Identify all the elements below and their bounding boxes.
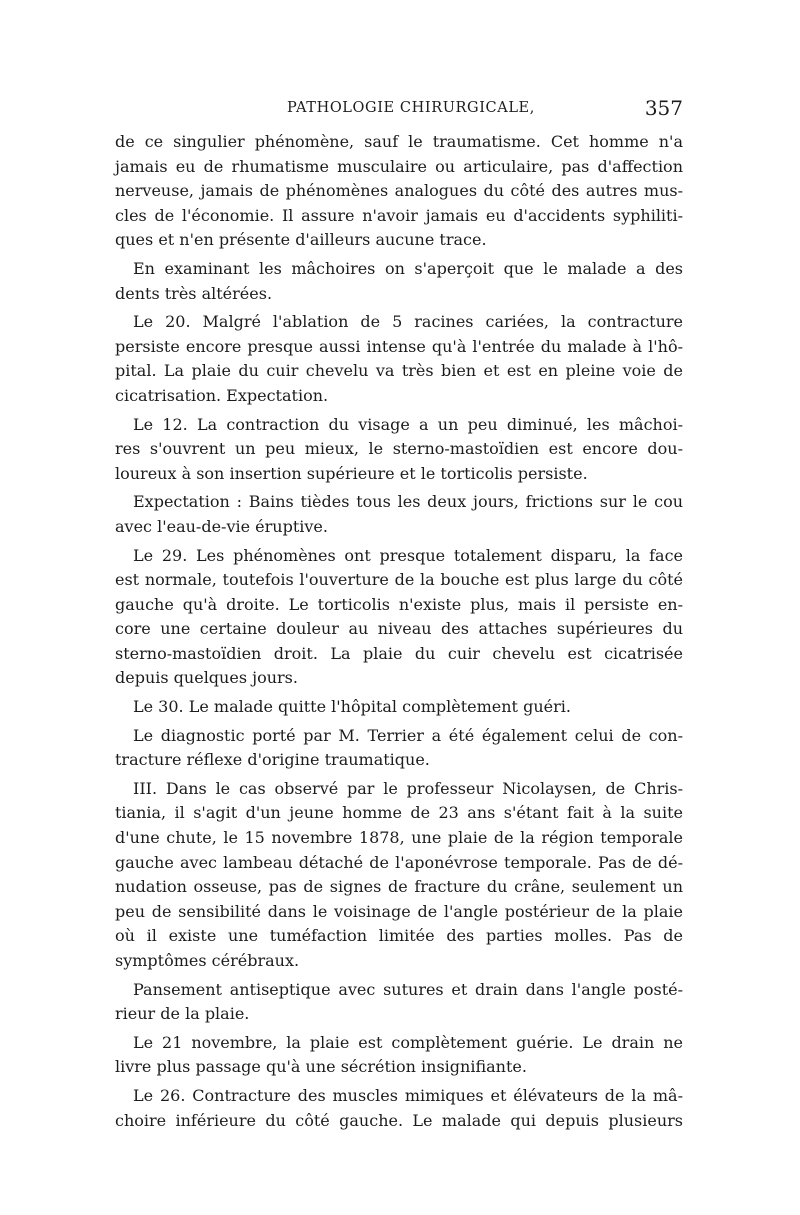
text-line: res s'ouvrent un peu mieux, le sterno-mastoïdien est encore dou- <box>115 439 683 459</box>
text-line: Le 26. Contracture des muscles mimiques et élévateurs de la mâ- <box>133 1085 683 1105</box>
paragraph <box>115 413 683 487</box>
text-line: cles de l'économie. Il assure n'avoir jamais eu d'accidents syphiliti- <box>115 205 683 225</box>
text-line: Le 20. Malgré l'ablation de 5 racines cariées, la contracture <box>133 312 683 332</box>
page-number: 357 <box>644 96 683 120</box>
text-line: où il existe une tuméfaction limitée des parties molles. Pas de <box>115 926 683 946</box>
paragraph <box>115 544 683 692</box>
text-line: cicatrisation. Expectation. <box>115 385 329 405</box>
text-line: Le 21 novembre, la plaie est complètement guérie. Le drain ne <box>133 1032 683 1052</box>
text-line: pital. La plaie du cuir chevelu va très bien et est en pleine voie de <box>115 361 683 381</box>
running-title: PATHOLOGIE CHIRURGICALE, <box>287 100 535 116</box>
text-line: est normale, toutefois l'ouverture de la bouche est plus large du côté <box>115 570 683 590</box>
text-line: Le 29. Les phénomènes ont presque totalement disparu, la face <box>133 545 683 565</box>
text-line: avec l'eau-de-vie éruptive. <box>115 516 328 536</box>
text-line: jamais eu de rhumatisme musculaire ou articulaire, pas d'affection <box>115 156 683 176</box>
text-line: ques et n'en présente d'ailleurs aucune trace. <box>115 230 487 250</box>
text-line: livre plus passage qu'à une sécrétion insignifiante. <box>115 1057 527 1077</box>
paragraph <box>115 130 683 253</box>
text-line: gauche avec lambeau détaché de l'aponévrose temporale. Pas de dé- <box>115 852 683 872</box>
text-line: tracture réflexe d'origine traumatique. <box>115 750 430 770</box>
text-line: sterno-mastoïdien droit. La plaie du cuir chevelu est cicatrisée <box>115 643 683 663</box>
text-line: Expectation : Bains tièdes tous les deux jours, frictions sur le cou <box>133 492 683 512</box>
text-line: peu de sensibilité dans le voisinage de l'angle postérieur de la plaie <box>115 901 683 921</box>
paragraph <box>115 490 683 539</box>
paragraph <box>115 724 683 773</box>
paragraph <box>115 695 683 720</box>
body-text <box>115 130 683 1133</box>
paragraph <box>115 257 683 306</box>
paragraph <box>115 1031 683 1080</box>
text-line: tiania, il s'agit d'un jeune homme de 23 ans s'étant fait à la suite <box>115 803 683 823</box>
text-line: nerveuse, jamais de phénomènes analogues du côté des autres mus- <box>115 181 683 201</box>
text-line: depuis quelques jours. <box>115 668 298 688</box>
text-line: de ce singulier phénomène, sauf le traumatisme. Cet homme n'a <box>115 132 683 151</box>
text-line: rieur de la plaie. <box>115 1004 250 1024</box>
text-line: nudation osseuse, pas de signes de fracture du crâne, seulement un <box>115 877 683 897</box>
text-line: Le diagnostic porté par M. Terrier a été également celui de con- <box>133 725 683 745</box>
text-line: Le 30. Le malade quitte l'hôpital complètement guéri. <box>133 697 571 717</box>
text-line: symptômes cérébraux. <box>115 951 300 970</box>
text-line: En examinant les mâchoires on s'aperçoit que le malade a des <box>133 258 683 278</box>
text-line: loureux à son insertion supérieure et le torticolis persiste. <box>115 463 588 483</box>
text-line: choire inférieure du côté gauche. Le malade qui depuis plusieurs <box>115 1110 683 1130</box>
paragraph <box>115 1084 683 1133</box>
text-line: III. Dans le cas observé par le professeur Nicolaysen, de Chris- <box>133 778 683 798</box>
paragraph <box>115 310 683 408</box>
page-header <box>115 96 683 126</box>
paragraph <box>115 777 683 974</box>
text-line: persiste encore presque aussi intense qu'à l'entrée du malade à l'hô- <box>115 336 683 356</box>
text-line: Le 12. La contraction du visage a un peu diminué, les mâchoi- <box>133 414 683 434</box>
text-line: d'une chute, le 15 novembre 1878, une plaie de la région temporale <box>115 828 683 848</box>
text-line: gauche qu'à droite. Le torticolis n'existe plus, mais il persiste en- <box>115 594 683 614</box>
paragraph <box>115 978 683 1027</box>
text-line: dents très altérées. <box>115 283 273 303</box>
text-line: core une certaine douleur au niveau des attaches supérieures du <box>115 619 683 639</box>
text-line: Pansement antiseptique avec sutures et drain dans l'angle posté- <box>133 979 683 999</box>
